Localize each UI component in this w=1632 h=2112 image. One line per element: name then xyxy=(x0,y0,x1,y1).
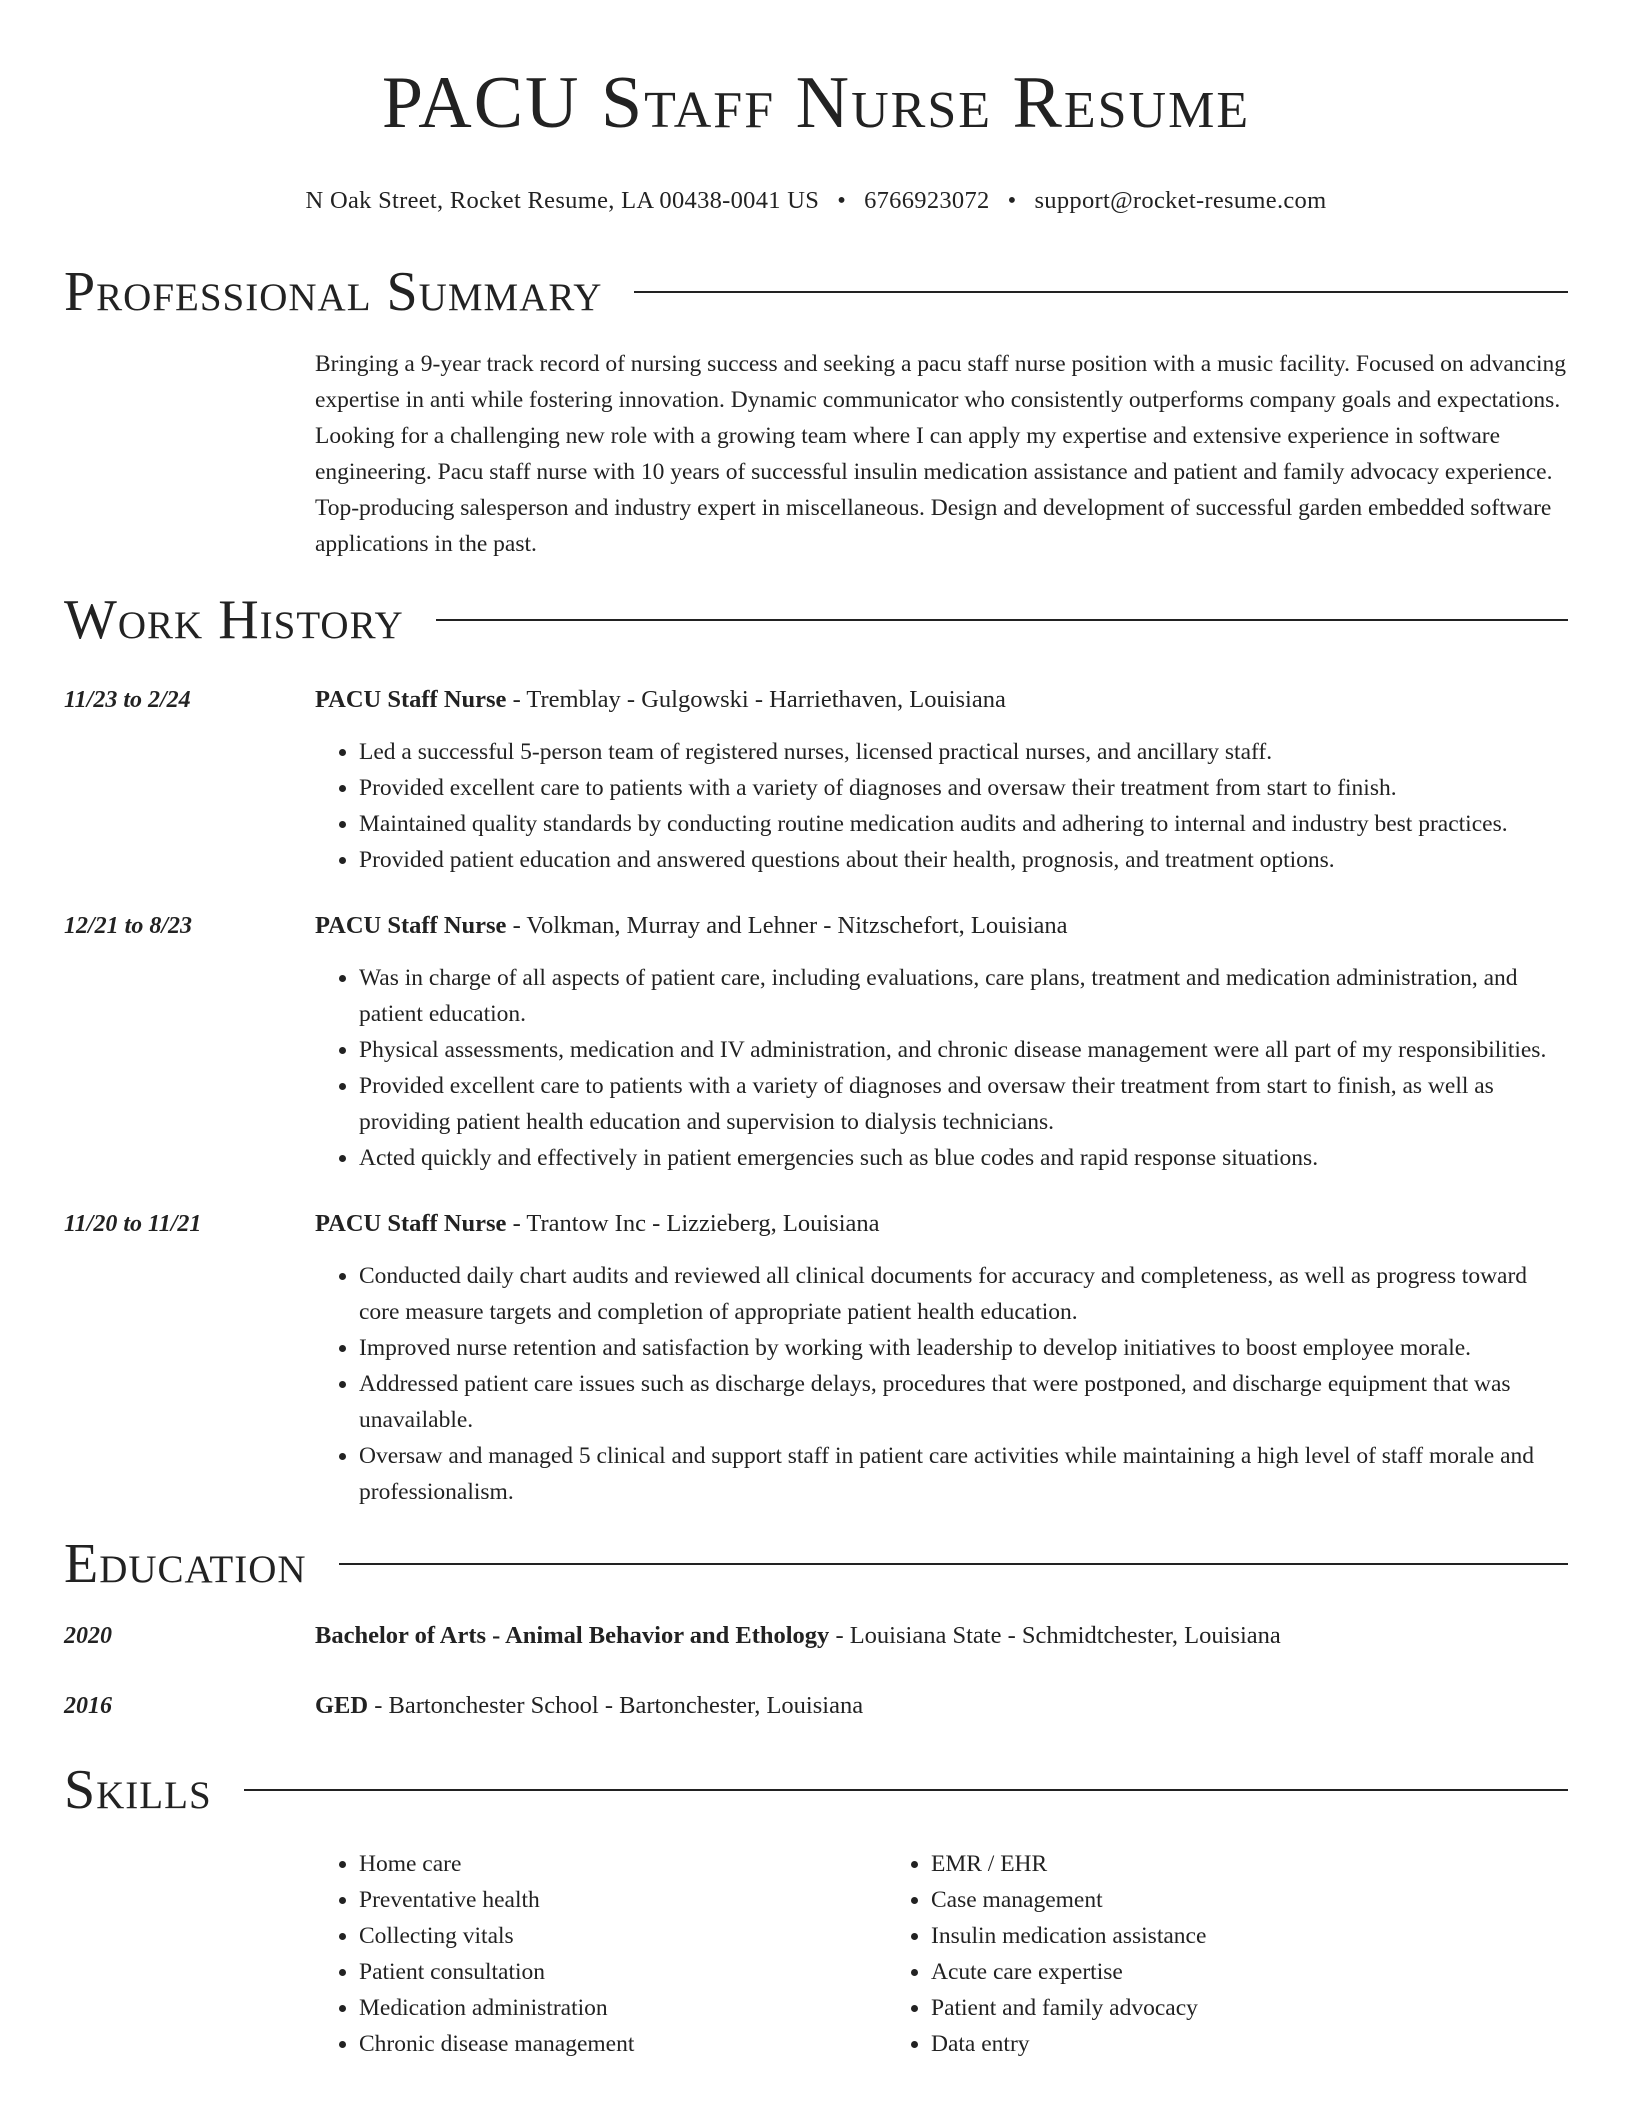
skill-item: • Patient consultation xyxy=(359,1954,887,1990)
job-dates: 12/21 to 8/23 xyxy=(64,913,193,939)
job-bullet: • Led a successful 5-person team of registered nurses, licensed practical nurses, and ancillary staff. xyxy=(359,734,1568,770)
section-divider xyxy=(339,1563,1568,1565)
education-school-location: - Bartonchester School - Bartonchester, Louisiana xyxy=(368,1692,864,1719)
page-title: PACU Staff Nurse Resume xyxy=(381,62,1251,144)
skills-section-header xyxy=(64,1758,1568,1822)
job-bullet: • Provided excellent care to patients with a variety of diagnoses and oversaw their treatment from start to finish. xyxy=(359,770,1568,806)
job-employer-location: - Tremblay - Gulgowski - Harriethaven, Louisiana xyxy=(506,686,1006,713)
job-title: PACU Staff Nurse xyxy=(315,1210,507,1237)
job-bullet: • Conducted daily chart audits and reviewed all clinical documents for accuracy and completeness, as well as progress toward core measure targets and completion of appropriate patient health education. xyxy=(359,1258,1568,1330)
job-dates: 11/23 to 2/24 xyxy=(64,687,191,713)
skills-column-right xyxy=(887,1846,1206,2062)
education-heading: Education xyxy=(64,1533,307,1595)
contact-separator: • xyxy=(837,187,847,214)
job-bullets xyxy=(315,734,1568,878)
education-school-location: - Louisiana State - Schmidtchester, Louisiana xyxy=(829,1622,1281,1649)
contact-separator: • xyxy=(1007,187,1017,214)
skill-item: • Case management xyxy=(931,1882,1206,1918)
job-header xyxy=(315,1206,1568,1242)
education-degree: GED xyxy=(315,1692,369,1719)
contact-email: support@rocket-resume.com xyxy=(1034,187,1327,214)
education-header xyxy=(315,1688,1568,1724)
job-bullet: • Maintained quality standards by conducting routine medication audits and adhering to internal and industry best practices. xyxy=(359,806,1568,842)
education-year: 2016 xyxy=(64,1693,112,1719)
skill-item: • Acute care expertise xyxy=(931,1954,1206,1990)
job-bullet: • Addressed patient care issues such as discharge delays, procedures that were postponed, and discharge equipment that was unavailable. xyxy=(359,1366,1568,1438)
education-degree: Bachelor of Arts - Animal Behavior and Ethology xyxy=(315,1622,830,1649)
work-history-heading: Work History xyxy=(64,589,404,651)
job-employer-location: - Trantow Inc - Lizzieberg, Louisiana xyxy=(506,1210,880,1237)
work-history-section-header xyxy=(64,588,1568,652)
skills-list xyxy=(315,1846,1568,2062)
skill-item: • Preventative health xyxy=(359,1882,887,1918)
job-bullet: • Was in charge of all aspects of patient care, including evaluations, care plans, treatment and medication administration, and patient education. xyxy=(359,960,1568,1032)
section-divider xyxy=(244,1789,1568,1791)
job-bullet: • Acted quickly and effectively in patient emergencies such as blue codes and rapid response situations. xyxy=(359,1140,1568,1176)
job-bullet: • Provided patient education and answered questions about their health, prognosis, and treatment options. xyxy=(359,842,1568,878)
education-header xyxy=(315,1618,1568,1654)
job-bullet: • Physical assessments, medication and IV administration, and chronic disease management were all part of my responsibilities. xyxy=(359,1032,1568,1068)
education-entry xyxy=(64,1688,1568,1724)
summary-text: Bringing a 9-year track record of nursing success and seeking a pacu staff nurse position with a music facility. Focused on advancing expertise in anti while fostering innovation. Dynamic communicator who consistently outperforms company goals and expectations. Looking for a challenging new role with a growing team where I can apply my expertise and extensive experience in software engineering. Pacu staff nurse with 10 years of successful insulin medication assistance and patient and family advocacy experience. Top-producing salesperson and industry expert in miscellaneous. Design and development of successful garden embedded software applications in the past. xyxy=(315,351,1567,557)
summary-section-header xyxy=(64,260,1568,324)
skill-item: • EMR / EHR xyxy=(931,1846,1206,1882)
contact-phone: 6766923072 xyxy=(864,187,990,214)
education-year: 2020 xyxy=(64,1623,112,1649)
job-header xyxy=(315,682,1568,718)
education-section-header xyxy=(64,1532,1568,1596)
job-entry xyxy=(64,908,1568,1176)
job-bullet: • Improved nurse retention and satisfaction by working with leadership to develop initiatives to boost employee morale. xyxy=(359,1330,1568,1366)
skill-item: • Chronic disease management xyxy=(359,2026,887,2062)
job-header xyxy=(315,908,1568,944)
job-entry xyxy=(64,682,1568,878)
job-entry xyxy=(64,1206,1568,1510)
job-bullets xyxy=(315,1258,1568,1510)
skills-column-left xyxy=(315,1846,887,2062)
skill-item: • Patient and family advocacy xyxy=(931,1990,1206,2026)
skills-heading: Skills xyxy=(64,1759,212,1821)
skill-item: • Collecting vitals xyxy=(359,1918,887,1954)
contact-address: N Oak Street, Rocket Resume, LA 00438-0041 US xyxy=(305,187,820,214)
job-bullets xyxy=(315,960,1568,1176)
section-divider xyxy=(634,291,1568,293)
job-bullet: • Provided excellent care to patients with a variety of diagnoses and oversaw their treatment from start to finish, as well as providing patient health education and supervision to dialysis technicians. xyxy=(359,1068,1568,1140)
skill-item: • Insulin medication assistance xyxy=(931,1918,1206,1954)
job-title: PACU Staff Nurse xyxy=(315,912,507,939)
summary-heading: Professional Summary xyxy=(64,261,603,323)
job-title: PACU Staff Nurse xyxy=(315,686,507,713)
skill-item: • Data entry xyxy=(931,2026,1206,2062)
skill-item: • Home care xyxy=(359,1846,887,1882)
education-entry xyxy=(64,1618,1568,1654)
job-dates: 11/20 to 11/21 xyxy=(64,1211,202,1237)
section-divider xyxy=(436,619,1568,621)
job-bullet: • Oversaw and managed 5 clinical and support staff in patient care activities while maintaining a high level of staff morale and professionalism. xyxy=(359,1438,1568,1510)
contact-line xyxy=(64,186,1568,216)
skill-item: • Medication administration xyxy=(359,1990,887,2026)
job-employer-location: - Volkman, Murray and Lehner - Nitzschefort, Louisiana xyxy=(506,912,1068,939)
